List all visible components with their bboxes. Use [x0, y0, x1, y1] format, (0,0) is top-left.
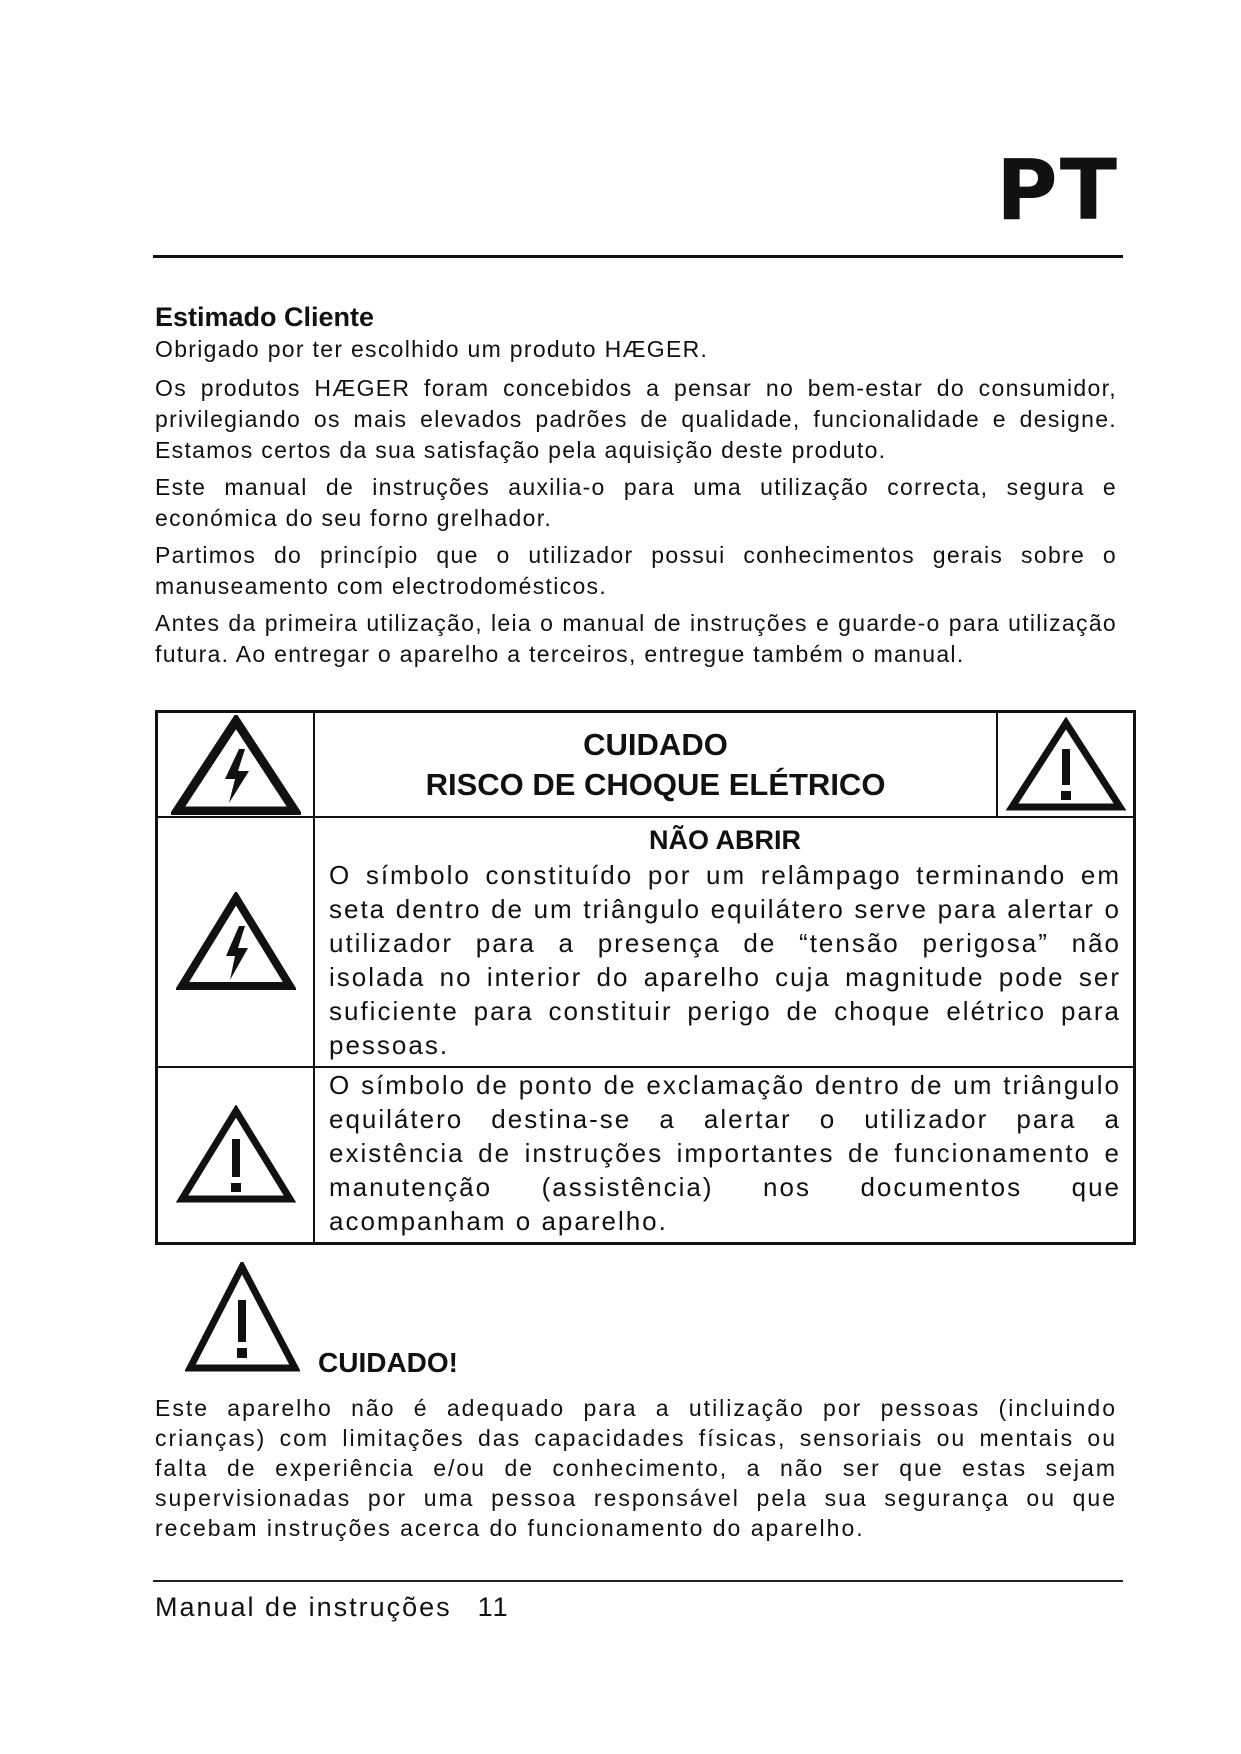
intro-paragraph: Antes da primeira utilização, leia o manual de instruções e guarde-o para utilização futura. Ao entregar o aparelho a terceiros, entregue também o manual.	[155, 610, 1117, 667]
warning-subtitle: RISCO DE CHOQUE ELÉTRICO	[425, 767, 886, 802]
exclamation-symbol-cell	[157, 1067, 315, 1244]
page-footer	[155, 1590, 510, 1624]
exclamation-warning-icon	[185, 1262, 300, 1374]
intro-paragraph: Este manual de instruções auxilia-o para uma utilização correcta, segura e económica do seu forno grelhador.	[155, 474, 1117, 531]
do-not-open-label: NÃO ABRIR	[649, 825, 801, 855]
intro-heading: Estimado Cliente	[155, 302, 375, 332]
intro-paragraph: Obrigado por ter escolhido um produto HÆGER.	[155, 336, 709, 362]
caution-text: Este aparelho não é adequado para a utilização por pessoas (incluindo crianças) com limitações das capacidades físicas, sensoriais ou mentais ou falta de experiência e/ou de conhecimento, a não ser que estas sejam supervisionadas por uma pessoa responsável pela sua segurança ou que recebam instruções acerca do funcionamento do aparelho.	[155, 1395, 1117, 1541]
warning-title-cell	[314, 712, 997, 818]
lightning-description-cell	[314, 817, 1135, 1067]
exclamation-description-cell	[314, 1067, 1135, 1244]
intro-paragraph: Partimos do princípio que o utilizador possui conhecimentos gerais sobre o manuseamento com electrodomésticos.	[155, 542, 1117, 599]
footer-divider	[153, 1580, 1123, 1582]
header-lightning-cell	[157, 712, 315, 818]
header-exclamation-cell	[997, 712, 1135, 818]
caution-block	[185, 1262, 1125, 1382]
intro-section	[155, 300, 1117, 676]
exclamation-warning-icon	[176, 1105, 296, 1205]
warning-title: CUIDADO	[583, 727, 728, 762]
exclamation-warning-icon	[1006, 717, 1126, 813]
header-divider	[153, 255, 1123, 258]
page-number: 11	[477, 1592, 510, 1622]
lightning-warning-icon	[171, 715, 301, 815]
lightning-description: O símbolo constituído por um relâmpago terminando em seta dentro de um triângulo equilátero serve para alertar o utilizador para a presença de “tensão perigosa” não isolada no interior do aparelho cuja magnitude pode ser suficiente para constituir perigo de choque elétrico para pessoas.	[329, 860, 1121, 1060]
lightning-symbol-cell	[157, 817, 315, 1067]
electric-shock-warning-table	[155, 710, 1136, 1245]
intro-paragraph: Os produtos HÆGER foram concebidos a pensar no bem-estar do consumidor, privilegiando os mais elevados padrões de qualidade, funcionalidade e designe. Estamos certos da sua satisfação pela aquisição deste produto.	[155, 375, 1117, 463]
exclamation-description: O símbolo de ponto de exclamação dentro de um triângulo equilátero destina-se a alertar o utilizador para a existência de instruções importantes de funcionamento e manutenção (assistência) nos documentos que acompanham o aparelho.	[329, 1070, 1121, 1236]
caution-title: CUIDADO!	[318, 1347, 458, 1378]
lightning-warning-icon	[176, 892, 296, 992]
footer-label: Manual de instruções	[155, 1592, 452, 1622]
language-code: PT	[996, 141, 1119, 239]
